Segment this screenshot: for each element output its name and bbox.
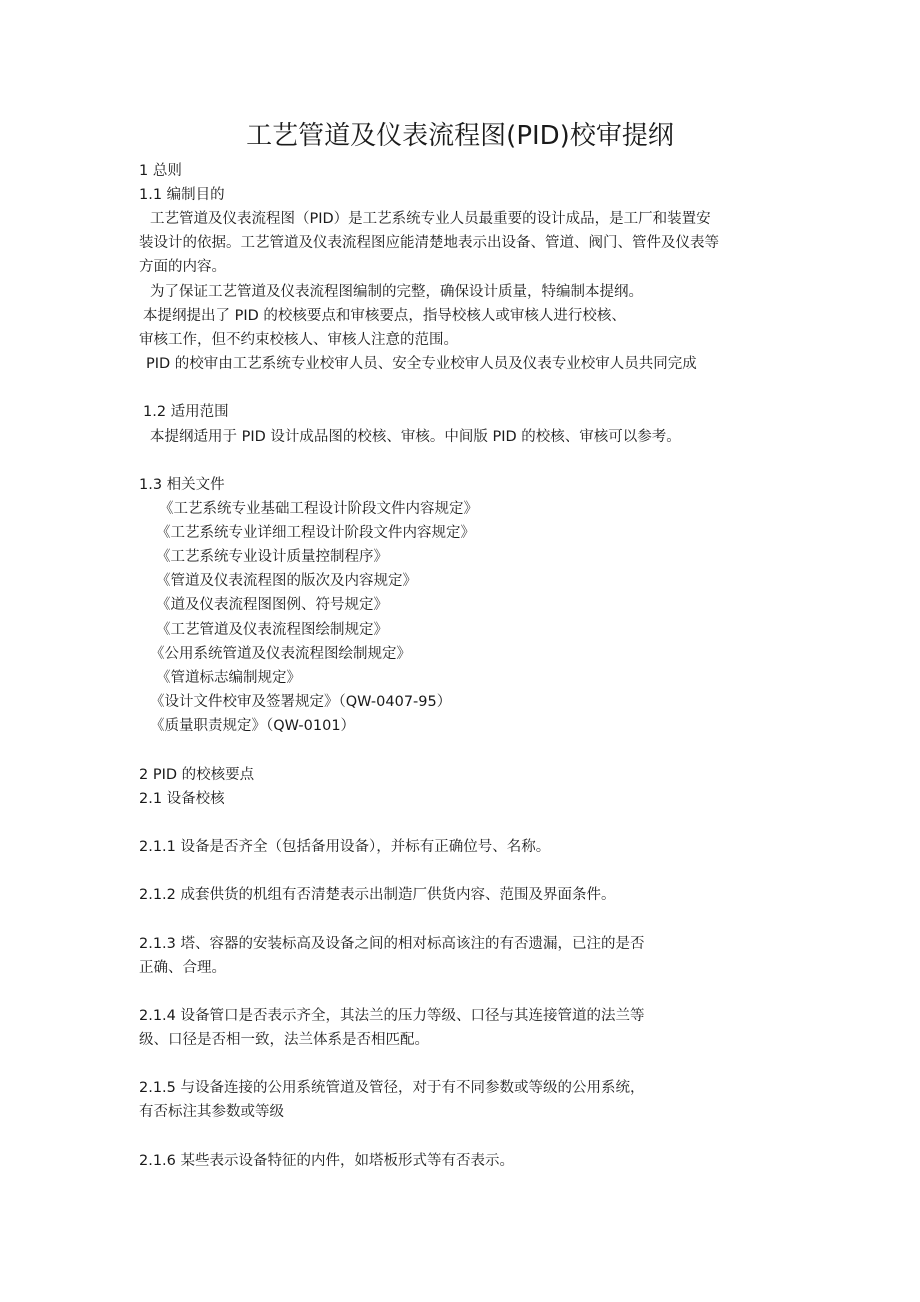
paragraph-line: 审核工作，但不约束校核人、审核人注意的范围。 [139, 332, 458, 348]
subsection-heading-related-docs: 1.3 相关文件 [139, 477, 225, 493]
check-item: 2.1.1 设备是否齐全（包括备用设备），并标有正确位号、名称。 [139, 839, 551, 855]
section-heading-pid-check: 2 PID 的校核要点 [139, 767, 255, 783]
check-item: 2.1.2 成套供货的机组有否清楚表示出制造厂供货内容、范围及界面条件。 [139, 887, 616, 903]
paragraph-line: 装设计的依据。工艺管道及仪表流程图应能清楚地表示出设备、管道、阀门、管件及仪表等 [139, 235, 719, 251]
reference-item: 《工艺系统专业详细工程设计阶段文件内容规定》 [156, 525, 475, 541]
paragraph-line: PID 的校审由工艺系统专业校审人员、安全专业校审人员及仪表专业校审人员共同完成 [146, 356, 697, 372]
check-item-continued: 级、口径是否相一致，法兰体系是否相匹配。 [139, 1032, 429, 1048]
section-heading-general: 1 总则 [139, 163, 182, 179]
paragraph-line: 为了保证工艺管道及仪表流程图编制的完整，确保设计质量，特编制本提纲。 [150, 284, 643, 300]
reference-item: 《质量职责规定》（QW-0101） [150, 718, 356, 734]
reference-item: 《管道标志编制规定》 [156, 670, 301, 686]
check-item-continued: 有否标注其参数或等级 [139, 1104, 284, 1120]
reference-item: 《道及仪表流程图图例、符号规定》 [156, 597, 388, 613]
check-item: 2.1.3 塔、容器的安装标高及设备之间的相对标高该注的有否遗漏，已注的是否 [139, 936, 645, 952]
reference-item: 《工艺系统专业基础工程设计阶段文件内容规定》 [159, 501, 478, 517]
subsection-heading-scope: 1.2 适用范围 [143, 404, 229, 420]
reference-item: 《工艺管道及仪表流程图绘制规定》 [156, 622, 388, 638]
reference-item: 《工艺系统专业设计质量控制程序》 [156, 549, 388, 565]
reference-item: 《管道及仪表流程图的版次及内容规定》 [156, 573, 417, 589]
subsection-heading-purpose: 1.1 编制目的 [139, 187, 225, 203]
paragraph-line: 本提纲适用于 PID 设计成品图的校核、审核。中间版 PID 的校核、审核可以参考。 [150, 429, 681, 445]
paragraph-line: 本提纲提出了 PID 的校核要点和审核要点，指导校核人或审核人进行校核、 [143, 308, 626, 324]
paragraph-line: 方面的内容。 [139, 259, 226, 275]
check-item: 2.1.5 与设备连接的公用系统管道及管径，对于有不同参数或等级的公用系统， [139, 1080, 645, 1096]
paragraph-line: 工艺管道及仪表流程图（PID）是工艺系统专业人员最重要的设计成品，是工厂和装置安 [150, 211, 711, 227]
check-item: 2.1.4 设备管口是否表示齐全，其法兰的压力等级、口径与其连接管道的法兰等 [139, 1008, 645, 1024]
reference-item: 《公用系统管道及仪表流程图绘制规定》 [150, 646, 411, 662]
check-item-continued: 正确、合理。 [139, 960, 226, 976]
check-item: 2.1.6 某些表示设备特征的内件，如塔板形式等有否表示。 [139, 1153, 515, 1169]
subsection-heading-equipment: 2.1 设备校核 [139, 791, 225, 807]
reference-item: 《设计文件校审及签署规定》（QW-0407-95） [150, 694, 452, 710]
document-title: 工艺管道及仪表流程图(PID)校审提纲 [246, 121, 674, 151]
